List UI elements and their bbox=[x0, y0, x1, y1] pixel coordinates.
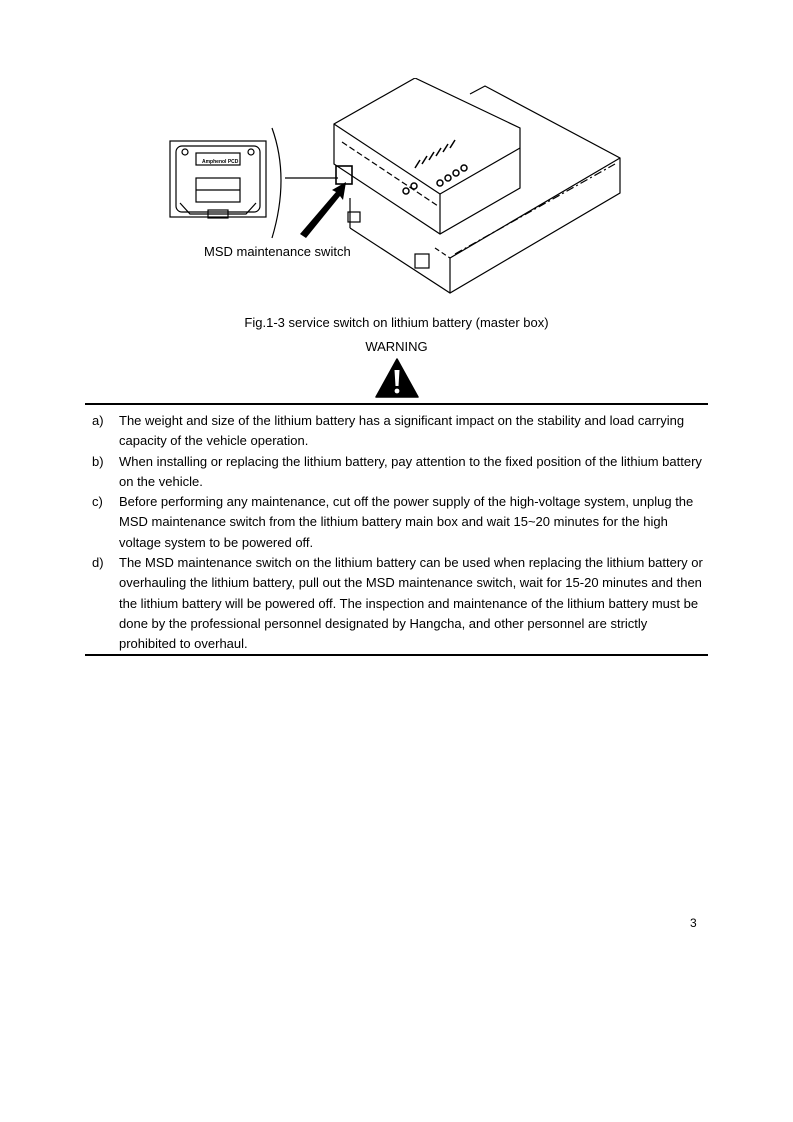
list-text: Before performing any maintenance, cut off the power supply of the high-voltage system, unplug the MSD maintenance switch from the lithium battery main box and wait 15~20 minutes for the high voltage system to be powered off. bbox=[119, 494, 694, 550]
list-item bbox=[92, 492, 704, 553]
list-text: The MSD maintenance switch on the lithium battery can be used when replacing the lithium battery or overhauling the lithium battery, pull out the MSD maintenance switch, wait for 15-20 minutes and then the lithium battery will be powered off. The inspection and maintenance of the lithium battery must be done by the professional personnel designated by Hangcha, and other personnel are strictly prohibited to overhaul. bbox=[119, 555, 703, 652]
list-text: When installing or replacing the lithium battery, pay attention to the fixed position of the lithium battery on the vehicle. bbox=[119, 453, 702, 489]
list-text: The weight and size of the lithium battery has a significant impact on the stability and load carrying capacity of the vehicle operation. bbox=[119, 413, 685, 449]
warning-list bbox=[92, 411, 704, 655]
figure-callout-label: MSD maintenance switch bbox=[204, 244, 351, 259]
list-marker: c) bbox=[92, 494, 103, 510]
warning-bottom-rule bbox=[85, 654, 708, 656]
warning-triangle-icon bbox=[375, 358, 419, 398]
list-marker: a) bbox=[92, 413, 104, 428]
list-item bbox=[92, 553, 704, 654]
msd-inset-frame bbox=[170, 141, 266, 217]
list-marker: d) bbox=[92, 555, 104, 571]
list-item bbox=[92, 452, 704, 493]
list-item bbox=[92, 411, 704, 452]
figure-caption: Fig.1-3 service switch on lithium battery (master box) bbox=[244, 315, 549, 330]
callout-arrow bbox=[300, 182, 346, 238]
page-number: 3 bbox=[690, 916, 697, 930]
battery-illustration bbox=[150, 78, 650, 308]
warning-title: WARNING bbox=[365, 339, 428, 354]
list-marker: b) bbox=[92, 453, 104, 469]
warning-top-rule bbox=[85, 403, 708, 405]
connector-brand-text: Amphenol PCD bbox=[202, 159, 239, 165]
